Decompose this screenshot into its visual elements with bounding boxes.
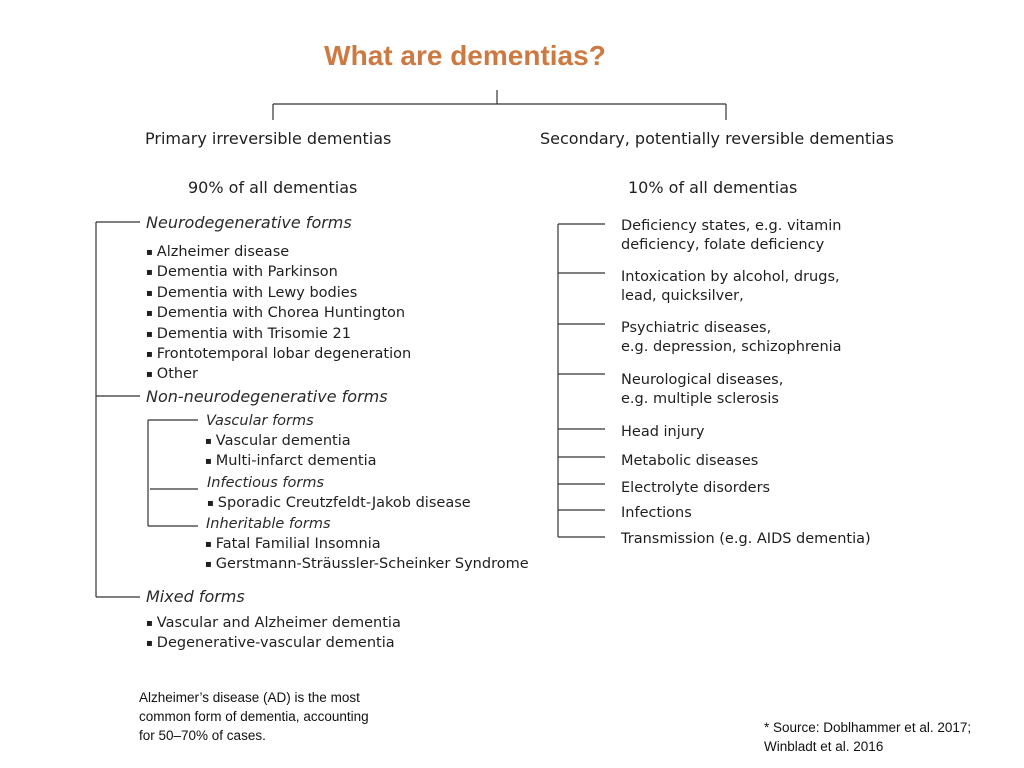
- bullet-icon: ▪: [205, 539, 212, 550]
- bullet-icon: ▪: [146, 369, 153, 381]
- list-item: ▪ Multi-infarct dementia: [205, 453, 377, 470]
- list-item: Deficiency states, e.g. vitamin deficiency, folate deficiency: [621, 218, 842, 253]
- vascular-forms-label: Vascular forms: [206, 413, 314, 429]
- list-item: ▪ Sporadic Creutzfeldt-Jakob disease: [207, 495, 471, 511]
- list-item: ▪ Fatal Familial Insomnia: [205, 536, 381, 552]
- primary-heading: Primary irreversible dementias: [145, 129, 392, 148]
- bullet-icon: ▪: [146, 328, 153, 340]
- bullet-icon: ▪: [205, 456, 212, 468]
- list-item: ▪ Vascular dementia: [205, 433, 351, 449]
- list-item: ▪ Dementia with Parkinson: [146, 264, 338, 281]
- list-item: ▪ Dementia with Chorea Huntington: [146, 305, 406, 322]
- bullet-icon: ▪: [146, 287, 153, 299]
- bullet-icon: ▪: [146, 247, 153, 258]
- list-item: ▪ Gerstmann-Sträussler-Scheinker Syndrome: [205, 556, 529, 573]
- list-item: Metabolic diseases: [621, 453, 759, 469]
- non-neurodegenerative-label: Non-neurodegenerative forms: [146, 387, 388, 406]
- bullet-icon: ▪: [146, 638, 153, 650]
- bullet-icon: ▪: [146, 349, 153, 361]
- bullet-icon: ▪: [146, 618, 153, 629]
- bullet-icon: ▪: [207, 498, 214, 509]
- list-item: Transmission (e.g. AIDS dementia): [621, 531, 871, 547]
- secondary-heading: Secondary, potentially reversible dementias: [540, 129, 894, 148]
- list-item: Neurological diseases, e.g. multiple sclerosis: [621, 372, 784, 407]
- source-citation: * Source: Doblhammer et al. 2017; Winbladt et al. 2016: [764, 720, 972, 754]
- vascular-forms-list: [205, 432, 377, 473]
- neurodegenerative-label: Neurodegenerative forms: [146, 213, 352, 232]
- list-item: Intoxication by alcohol, drugs, lead, quicksilver,: [621, 269, 840, 304]
- list-item: ▪ Degenerative-vascular dementia: [146, 635, 395, 652]
- bullet-icon: ▪: [205, 559, 212, 571]
- primary-share: 90% of all dementias: [188, 178, 358, 197]
- infectious-forms-label: Infectious forms: [207, 475, 325, 491]
- inheritable-forms-list: [205, 535, 529, 576]
- list-item: ▪ Alzheimer disease: [146, 244, 290, 260]
- list-item: ▪ Dementia with Lewy bodies: [146, 284, 358, 301]
- bullet-icon: ▪: [205, 436, 212, 447]
- list-item: Head injury: [621, 424, 705, 440]
- bullet-icon: ▪: [146, 308, 153, 320]
- list-item: Electrolyte disorders: [621, 480, 771, 496]
- inheritable-forms-label: Inheritable forms: [206, 516, 331, 532]
- secondary-share: 10% of all dementias: [628, 178, 798, 197]
- list-item: ▪ Frontotemporal lobar degeneration: [146, 346, 412, 363]
- list-item: ▪ Other: [146, 366, 198, 383]
- list-item: ▪ Vascular and Alzheimer dementia: [146, 615, 401, 631]
- page-title: What are dementias?: [324, 40, 606, 71]
- neurodegenerative-list: [146, 243, 411, 386]
- bullet-icon: ▪: [146, 267, 153, 279]
- alzheimer-note: Alzheimer’s disease (AD) is the most common form of dementia, accounting for 50–70% of cases.: [139, 690, 369, 743]
- list-item: Psychiatric diseases, e.g. depression, schizophrenia: [621, 320, 842, 355]
- mixed-forms-list: [146, 614, 401, 655]
- list-item: Infections: [621, 505, 692, 521]
- list-item: ▪ Dementia with Trisomie 21: [146, 325, 351, 342]
- mixed-forms-label: Mixed forms: [146, 587, 245, 606]
- infectious-forms-list: [207, 494, 471, 514]
